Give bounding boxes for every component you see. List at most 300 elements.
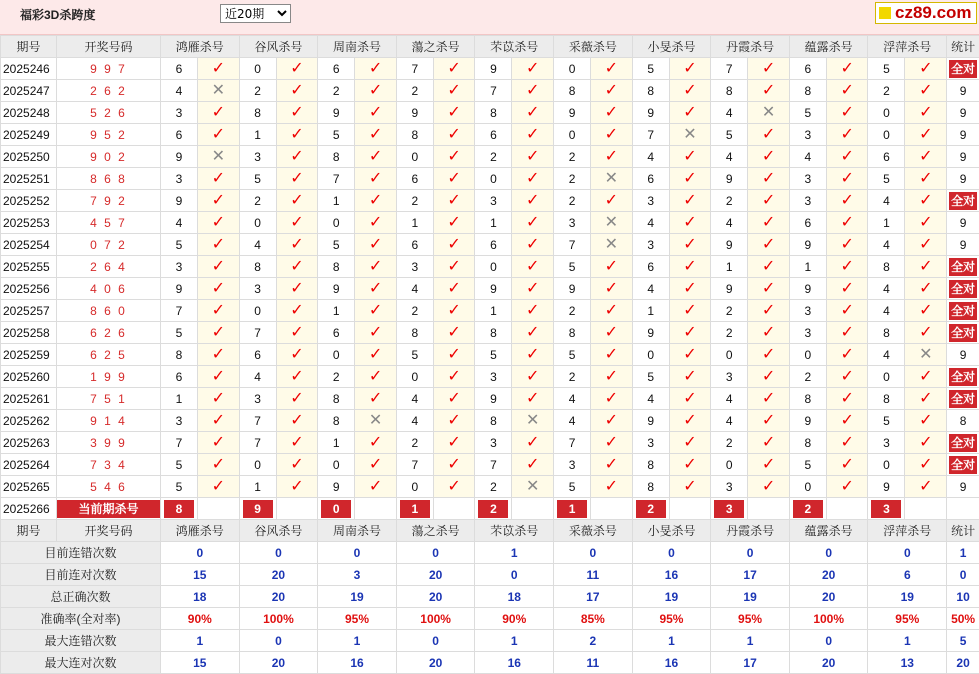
check-icon: ✓ xyxy=(276,322,318,344)
kill-number: 4 xyxy=(868,234,905,256)
kill-number: 8 xyxy=(868,322,905,344)
check-icon: ✓ xyxy=(433,234,475,256)
check-icon: ✓ xyxy=(591,476,633,498)
stat-value: 16 xyxy=(632,564,711,586)
stat-value: 20 xyxy=(239,564,318,586)
col-header-expert: 小旻杀号 xyxy=(632,520,711,542)
kill-number: 3 xyxy=(789,124,826,146)
page-title: 福彩3D杀跨度 xyxy=(20,6,95,23)
kill-number: 6 xyxy=(475,124,512,146)
col-header-expert: 谷风杀号 xyxy=(239,520,318,542)
table-header-row xyxy=(1,36,979,58)
check-icon: ✓ xyxy=(591,146,633,168)
kill-number: 8 xyxy=(318,410,355,432)
check-icon: ✓ xyxy=(512,58,554,80)
table-row xyxy=(1,234,979,256)
check-icon: ✓ xyxy=(669,322,711,344)
check-icon: ✓ xyxy=(826,278,868,300)
kill-number: 9 xyxy=(789,234,826,256)
check-icon: ✓ xyxy=(512,80,554,102)
stat-label: 最大连对次数 xyxy=(1,652,161,674)
kill-number: 7 xyxy=(554,432,591,454)
kill-number: 7 xyxy=(396,454,433,476)
check-icon: ✓ xyxy=(198,58,240,80)
draw-numbers: 3 9 9 xyxy=(57,432,161,454)
draw-numbers: 9 1 4 xyxy=(57,410,161,432)
check-icon: ✓ xyxy=(198,476,240,498)
kill-number: 8 xyxy=(632,454,669,476)
kill-number: 7 xyxy=(396,58,433,80)
check-icon: ✓ xyxy=(591,432,633,454)
check-icon: ✓ xyxy=(905,432,947,454)
check-icon: ✓ xyxy=(748,168,790,190)
kill-number: 1 xyxy=(318,190,355,212)
stat-value: 20 xyxy=(239,586,318,608)
stat-value: 20 xyxy=(396,586,475,608)
check-icon: ✓ xyxy=(355,212,397,234)
check-icon: ✓ xyxy=(748,322,790,344)
kill-number: 0 xyxy=(239,212,276,234)
table-row xyxy=(1,344,979,366)
issue-number: 2025249 xyxy=(1,124,57,146)
check-icon: ✓ xyxy=(355,102,397,124)
col-header-expert: 蕴露杀号 xyxy=(789,520,868,542)
stat-value: 0 xyxy=(396,542,475,564)
stat-value: 100% xyxy=(789,608,868,630)
check-icon: ✓ xyxy=(748,410,790,432)
check-icon: ✓ xyxy=(276,366,318,388)
kill-number: 4 xyxy=(711,146,748,168)
stat-value: 17 xyxy=(711,652,790,674)
kill-number: 5 xyxy=(868,410,905,432)
check-icon: ✓ xyxy=(748,278,790,300)
kill-number: 7 xyxy=(475,454,512,476)
check-icon: ✓ xyxy=(826,432,868,454)
check-icon: ✓ xyxy=(591,388,633,410)
check-icon: ✓ xyxy=(355,168,397,190)
kill-number: 3 xyxy=(239,388,276,410)
check-icon: ✓ xyxy=(591,300,633,322)
kill-number: 5 xyxy=(868,168,905,190)
issue-number: 2025260 xyxy=(1,366,57,388)
table-row xyxy=(1,432,979,454)
kill-number: 9 xyxy=(789,278,826,300)
stat-value: 0 xyxy=(711,542,790,564)
stat-cell xyxy=(947,278,979,300)
kill-number: 2 xyxy=(554,190,591,212)
kill-number: 3 xyxy=(789,168,826,190)
kill-number: 3 xyxy=(711,476,748,498)
kill-number: 9 xyxy=(711,234,748,256)
check-icon: ✓ xyxy=(512,190,554,212)
stat-total: 20 xyxy=(947,652,979,674)
stat-cell xyxy=(947,300,979,322)
kill-number: 9 xyxy=(868,476,905,498)
col-header-expert: 浮萍杀号 xyxy=(868,520,947,542)
check-icon: ✓ xyxy=(826,234,868,256)
check-icon: ✓ xyxy=(433,344,475,366)
check-icon: ✓ xyxy=(198,366,240,388)
current-empty-cell xyxy=(591,498,633,520)
kill-number: 4 xyxy=(632,278,669,300)
kill-number: 2 xyxy=(239,190,276,212)
cross-icon: ✕ xyxy=(198,146,240,168)
stat-value: 16 xyxy=(318,652,397,674)
stat-value: 1 xyxy=(318,630,397,652)
check-icon: ✓ xyxy=(512,146,554,168)
current-kill-cell xyxy=(554,498,591,520)
check-icon: ✓ xyxy=(826,300,868,322)
stat-cell: 9 xyxy=(947,80,979,102)
kill-number: 8 xyxy=(711,80,748,102)
kill-number: 5 xyxy=(554,344,591,366)
current-kill-number: 9 xyxy=(243,500,273,518)
kill-number: 5 xyxy=(318,124,355,146)
kill-number: 2 xyxy=(554,366,591,388)
kill-number: 8 xyxy=(239,102,276,124)
check-icon: ✓ xyxy=(905,124,947,146)
stat-value: 1 xyxy=(711,630,790,652)
check-icon: ✓ xyxy=(198,300,240,322)
draw-numbers: 9 5 2 xyxy=(57,124,161,146)
check-icon: ✓ xyxy=(433,278,475,300)
check-icon: ✓ xyxy=(355,322,397,344)
check-icon: ✓ xyxy=(591,344,633,366)
issue-number: 2025258 xyxy=(1,322,57,344)
check-icon: ✓ xyxy=(905,388,947,410)
site-logo[interactable] xyxy=(875,2,977,24)
check-icon: ✓ xyxy=(355,366,397,388)
kill-number: 7 xyxy=(239,410,276,432)
current-kill-number: 3 xyxy=(871,500,901,518)
col-header-issue: 期号 xyxy=(1,520,57,542)
kill-number: 3 xyxy=(161,410,198,432)
stat-value: 2 xyxy=(554,630,633,652)
draw-numbers: 8 6 0 xyxy=(57,300,161,322)
stat-value: 0 xyxy=(318,542,397,564)
check-icon: ✓ xyxy=(276,58,318,80)
check-icon: ✓ xyxy=(433,366,475,388)
draw-numbers: 9 9 7 xyxy=(57,58,161,80)
check-icon: ✓ xyxy=(433,80,475,102)
kill-number: 4 xyxy=(711,212,748,234)
kill-number: 2 xyxy=(396,432,433,454)
kill-number: 2 xyxy=(554,146,591,168)
kill-number: 5 xyxy=(161,234,198,256)
check-icon: ✓ xyxy=(748,366,790,388)
current-kill-cell xyxy=(239,498,276,520)
stat-value: 95% xyxy=(711,608,790,630)
check-icon: ✓ xyxy=(198,344,240,366)
check-icon: ✓ xyxy=(905,410,947,432)
stat-total: 5 xyxy=(947,630,979,652)
kill-number: 8 xyxy=(632,476,669,498)
check-icon: ✓ xyxy=(669,454,711,476)
check-icon: ✓ xyxy=(512,300,554,322)
kill-number: 6 xyxy=(868,146,905,168)
check-icon: ✓ xyxy=(433,102,475,124)
kill-number: 5 xyxy=(789,454,826,476)
all-correct-badge: 全对 xyxy=(949,390,977,408)
kill-number: 0 xyxy=(554,58,591,80)
check-icon: ✓ xyxy=(198,102,240,124)
check-icon: ✓ xyxy=(198,454,240,476)
kill-number: 5 xyxy=(161,322,198,344)
kill-number: 1 xyxy=(868,212,905,234)
current-kill-number: 8 xyxy=(164,500,194,518)
col-header-numbers: 开奖号码 xyxy=(57,520,161,542)
issue-number: 2025251 xyxy=(1,168,57,190)
kill-number: 2 xyxy=(318,366,355,388)
check-icon: ✓ xyxy=(355,388,397,410)
kill-number: 9 xyxy=(554,278,591,300)
stat-value: 15 xyxy=(161,564,240,586)
kill-number: 8 xyxy=(239,256,276,278)
check-icon: ✓ xyxy=(355,432,397,454)
check-icon: ✓ xyxy=(591,366,633,388)
check-icon: ✓ xyxy=(748,476,790,498)
stat-label: 总正确次数 xyxy=(1,586,161,608)
stat-cell xyxy=(947,58,979,80)
col-header-expert: 蕩之杀号 xyxy=(396,520,475,542)
current-label-cell xyxy=(57,498,161,520)
kill-number: 9 xyxy=(318,476,355,498)
stat-value: 3 xyxy=(318,564,397,586)
check-icon: ✓ xyxy=(669,256,711,278)
check-icon: ✓ xyxy=(669,388,711,410)
kill-number: 9 xyxy=(161,190,198,212)
check-icon: ✓ xyxy=(198,410,240,432)
kill-number: 8 xyxy=(789,80,826,102)
kill-number: 8 xyxy=(554,322,591,344)
check-icon: ✓ xyxy=(748,454,790,476)
stat-cell: 9 xyxy=(947,124,979,146)
current-kill-number: 2 xyxy=(636,500,666,518)
check-icon: ✓ xyxy=(355,190,397,212)
current-stat-cell xyxy=(947,498,979,520)
stat-cell: 9 xyxy=(947,168,979,190)
check-icon: ✓ xyxy=(433,410,475,432)
kill-number: 6 xyxy=(396,234,433,256)
kill-number: 0 xyxy=(554,124,591,146)
stat-value: 95% xyxy=(632,608,711,630)
current-kill-label: 当前期杀号 xyxy=(57,500,160,518)
check-icon: ✓ xyxy=(355,476,397,498)
col-header-expert: 丹霞杀号 xyxy=(711,520,790,542)
kill-number: 3 xyxy=(161,102,198,124)
col-header-expert: 鸿雁杀号 xyxy=(161,36,240,58)
check-icon: ✓ xyxy=(826,190,868,212)
check-icon: ✓ xyxy=(276,344,318,366)
kill-number: 9 xyxy=(632,410,669,432)
check-icon: ✓ xyxy=(433,124,475,146)
check-icon: ✓ xyxy=(276,410,318,432)
issue-number: 2025250 xyxy=(1,146,57,168)
stat-value: 6 xyxy=(868,564,947,586)
kill-number: 5 xyxy=(632,58,669,80)
stat-value: 19 xyxy=(632,586,711,608)
kill-number: 3 xyxy=(554,454,591,476)
table-row xyxy=(1,168,979,190)
kill-number: 7 xyxy=(475,80,512,102)
check-icon: ✓ xyxy=(512,124,554,146)
issue-number: 2025252 xyxy=(1,190,57,212)
draw-numbers: 2 6 2 xyxy=(57,80,161,102)
check-icon: ✓ xyxy=(512,278,554,300)
logo-text: cz89.com xyxy=(895,3,972,22)
cross-icon: ✕ xyxy=(591,168,633,190)
col-header-expert: 周南杀号 xyxy=(318,36,397,58)
stat-value: 20 xyxy=(789,652,868,674)
kill-number: 1 xyxy=(239,124,276,146)
stat-value: 20 xyxy=(789,564,868,586)
draw-numbers: 7 3 4 xyxy=(57,454,161,476)
check-icon: ✓ xyxy=(826,454,868,476)
kill-number: 8 xyxy=(475,410,512,432)
kill-number: 5 xyxy=(868,58,905,80)
draw-numbers: 4 5 7 xyxy=(57,212,161,234)
stat-label: 准确率(全对率) xyxy=(1,608,161,630)
stat-value: 0 xyxy=(789,542,868,564)
issue-number: 2025263 xyxy=(1,432,57,454)
col-header-expert: 鸿雁杀号 xyxy=(161,520,240,542)
check-icon: ✓ xyxy=(669,278,711,300)
stat-total: 1 xyxy=(947,542,979,564)
check-icon: ✓ xyxy=(905,256,947,278)
kill-number: 0 xyxy=(789,476,826,498)
kill-number: 1 xyxy=(475,212,512,234)
kill-number: 4 xyxy=(711,102,748,124)
kill-number: 7 xyxy=(239,322,276,344)
stat-value: 20 xyxy=(396,652,475,674)
check-icon: ✓ xyxy=(669,80,711,102)
kill-number: 8 xyxy=(318,388,355,410)
check-icon: ✓ xyxy=(748,300,790,322)
kill-number: 4 xyxy=(239,234,276,256)
kill-number: 3 xyxy=(632,234,669,256)
kill-number: 1 xyxy=(711,256,748,278)
draw-numbers: 9 0 2 xyxy=(57,146,161,168)
check-icon: ✓ xyxy=(276,388,318,410)
check-icon: ✓ xyxy=(512,454,554,476)
check-icon: ✓ xyxy=(276,124,318,146)
kill-number: 4 xyxy=(632,388,669,410)
current-kill-number: 1 xyxy=(557,500,587,518)
stat-label: 目前连错次数 xyxy=(1,542,161,564)
kill-number: 7 xyxy=(711,58,748,80)
check-icon: ✓ xyxy=(433,190,475,212)
stat-value: 1 xyxy=(475,630,554,652)
stat-value: 20 xyxy=(239,652,318,674)
check-icon: ✓ xyxy=(905,58,947,80)
kill-number: 4 xyxy=(868,300,905,322)
current-kill-cell xyxy=(318,498,355,520)
check-icon: ✓ xyxy=(433,432,475,454)
col-header-expert: 采薇杀号 xyxy=(554,36,633,58)
check-icon: ✓ xyxy=(433,322,475,344)
check-icon: ✓ xyxy=(905,80,947,102)
kill-number: 4 xyxy=(711,410,748,432)
kill-number: 7 xyxy=(239,432,276,454)
kill-number: 2 xyxy=(239,80,276,102)
kill-number: 6 xyxy=(318,58,355,80)
current-empty-cell xyxy=(355,498,397,520)
kill-number: 3 xyxy=(161,168,198,190)
check-icon: ✓ xyxy=(826,80,868,102)
kill-number: 4 xyxy=(554,388,591,410)
issue-number: 2025254 xyxy=(1,234,57,256)
all-correct-badge: 全对 xyxy=(949,192,977,210)
kill-number: 2 xyxy=(318,80,355,102)
kill-number: 9 xyxy=(789,410,826,432)
kill-number: 0 xyxy=(318,454,355,476)
table-row xyxy=(1,300,979,322)
current-kill-cell xyxy=(868,498,905,520)
check-icon: ✓ xyxy=(591,410,633,432)
check-icon: ✓ xyxy=(669,410,711,432)
check-icon: ✓ xyxy=(591,124,633,146)
kill-number: 0 xyxy=(239,454,276,476)
kill-number: 8 xyxy=(318,146,355,168)
kill-number: 5 xyxy=(396,344,433,366)
check-icon: ✓ xyxy=(355,300,397,322)
kill-number: 4 xyxy=(789,146,826,168)
check-icon: ✓ xyxy=(669,190,711,212)
check-icon: ✓ xyxy=(276,476,318,498)
current-kill-number: 2 xyxy=(793,500,823,518)
kill-number: 0 xyxy=(239,300,276,322)
current-issue-row xyxy=(1,498,979,520)
current-kill-number: 2 xyxy=(478,500,508,518)
kill-number: 4 xyxy=(396,410,433,432)
table-row xyxy=(1,410,979,432)
all-correct-badge: 全对 xyxy=(949,368,977,386)
period-select[interactable] xyxy=(220,4,291,23)
kill-number: 2 xyxy=(711,322,748,344)
kill-span-table xyxy=(0,35,979,674)
stat-label: 最大连错次数 xyxy=(1,630,161,652)
kill-number: 1 xyxy=(396,212,433,234)
kill-number: 9 xyxy=(632,322,669,344)
stat-value: 19 xyxy=(318,586,397,608)
kill-number: 5 xyxy=(632,366,669,388)
stat-value: 19 xyxy=(868,586,947,608)
check-icon: ✓ xyxy=(669,212,711,234)
stat-value: 17 xyxy=(554,586,633,608)
kill-number: 4 xyxy=(868,190,905,212)
check-icon: ✓ xyxy=(433,476,475,498)
stat-value: 16 xyxy=(632,652,711,674)
check-icon: ✓ xyxy=(355,234,397,256)
table-row xyxy=(1,388,979,410)
col-header-expert: 周南杀号 xyxy=(318,520,397,542)
check-icon: ✓ xyxy=(198,388,240,410)
check-icon: ✓ xyxy=(512,168,554,190)
check-icon: ✓ xyxy=(826,344,868,366)
stat-value: 11 xyxy=(554,652,633,674)
check-icon: ✓ xyxy=(669,58,711,80)
check-icon: ✓ xyxy=(512,212,554,234)
kill-number: 3 xyxy=(789,190,826,212)
check-icon: ✓ xyxy=(905,366,947,388)
check-icon: ✓ xyxy=(198,322,240,344)
current-kill-cell xyxy=(632,498,669,520)
check-icon: ✓ xyxy=(905,300,947,322)
kill-number: 7 xyxy=(632,124,669,146)
check-icon: ✓ xyxy=(276,146,318,168)
kill-number: 2 xyxy=(475,146,512,168)
issue-number: 2025246 xyxy=(1,58,57,80)
